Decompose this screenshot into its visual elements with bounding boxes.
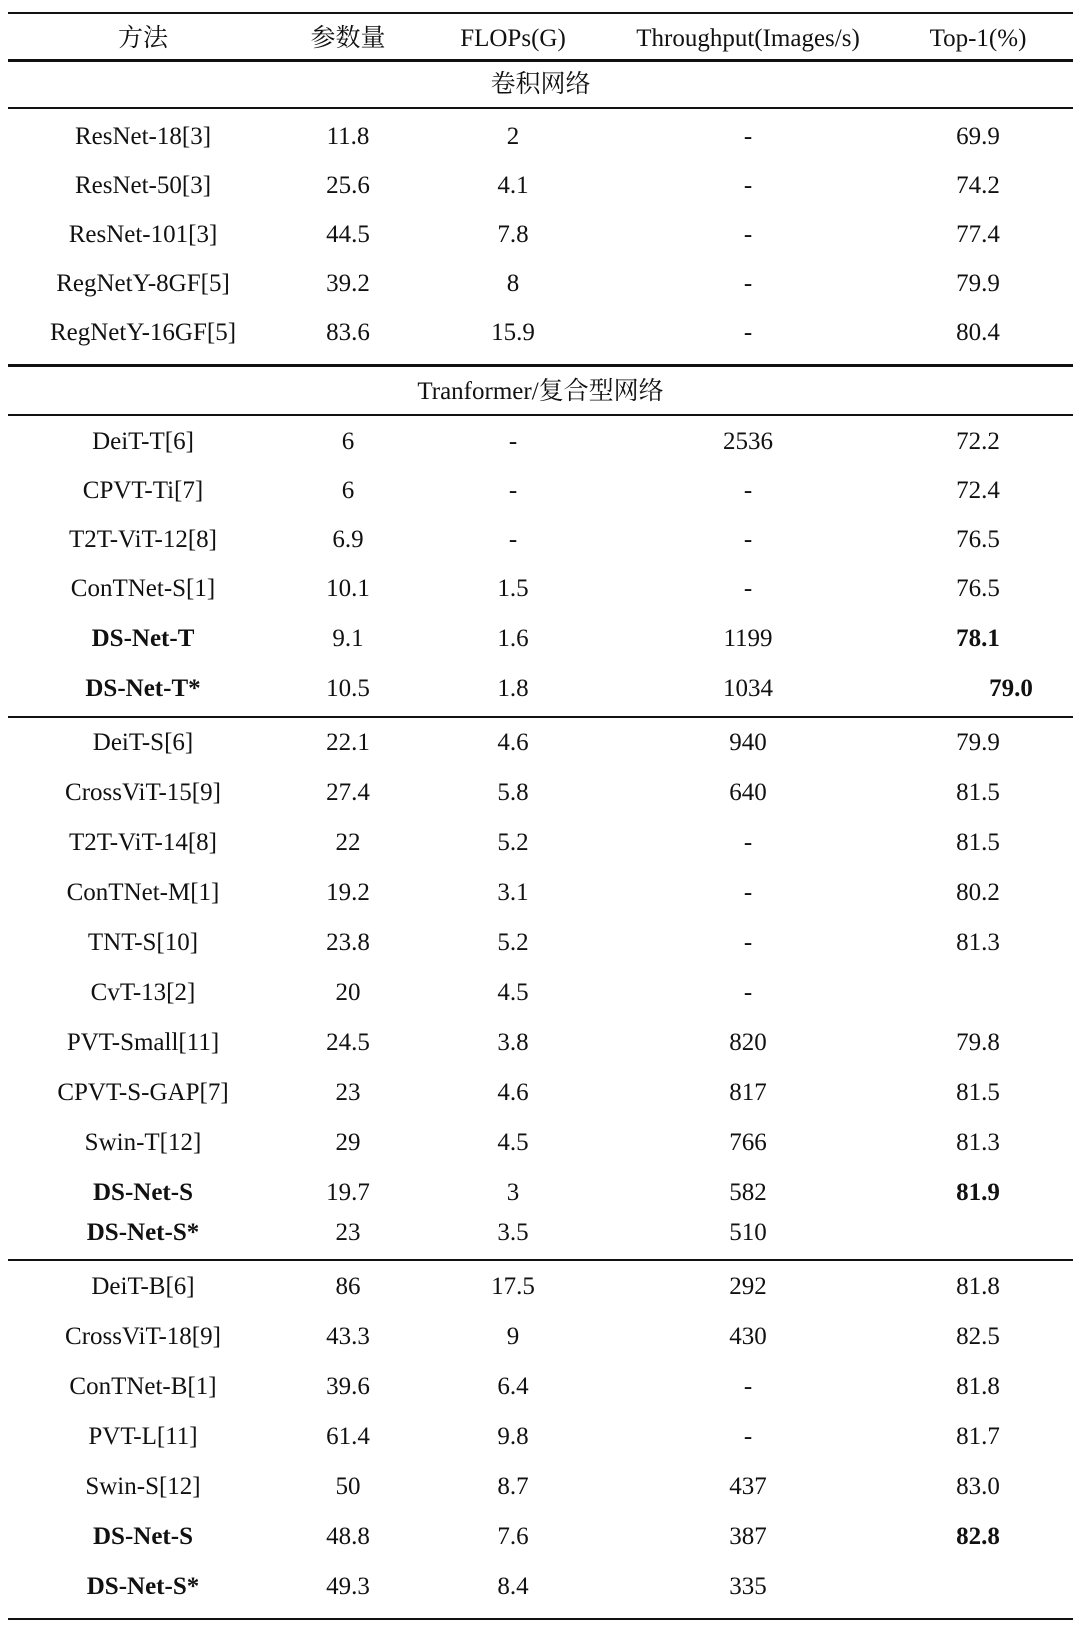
table-row xyxy=(8,308,1073,358)
params-cell: 24.5 xyxy=(326,1029,370,1056)
method-cell: DS-Net-S* xyxy=(86,1573,200,1600)
table-row xyxy=(8,210,1073,260)
table-row xyxy=(8,718,1073,768)
params-cell: 6 xyxy=(341,477,355,504)
method-cell: DeiT-T[6] xyxy=(92,428,194,455)
throughput-cell: - xyxy=(743,979,753,1006)
method-cell: DS-Net-T* xyxy=(85,675,201,702)
top1-cell: 80.4 xyxy=(956,319,1000,346)
flops-cell: 4.5 xyxy=(497,1129,529,1156)
method-cell: TNT-S[10] xyxy=(87,929,199,956)
table-row xyxy=(8,1412,1073,1462)
top1-cell: 81.5 xyxy=(956,1079,1000,1106)
throughput-cell: 387 xyxy=(729,1523,767,1550)
method-cell: Swin-T[12] xyxy=(84,1129,202,1156)
method-cell: DS-Net-S* xyxy=(86,1219,200,1246)
throughput-cell: - xyxy=(743,172,753,199)
flops-cell: 1.5 xyxy=(497,575,529,602)
top1-cell: 72.2 xyxy=(956,428,1000,455)
flops-cell: 9.8 xyxy=(497,1423,529,1450)
params-cell: 44.5 xyxy=(326,221,370,248)
method-cell: DeiT-B[6] xyxy=(91,1273,195,1300)
method-cell: PVT-Small[11] xyxy=(66,1029,220,1056)
params-cell: 22.1 xyxy=(326,729,370,756)
params-cell: 50 xyxy=(335,1473,361,1500)
flops-cell: 4.6 xyxy=(497,729,529,756)
throughput-cell: - xyxy=(743,1423,753,1450)
header-method: 方法 xyxy=(117,25,168,52)
params-cell: 29 xyxy=(335,1129,361,1156)
params-cell: 23 xyxy=(335,1079,361,1106)
flops-cell: 1.6 xyxy=(497,625,529,652)
table-row xyxy=(8,818,1073,868)
table-row xyxy=(8,664,1073,714)
throughput-cell: - xyxy=(743,477,753,504)
params-cell: 6.9 xyxy=(332,526,364,553)
params-cell: 39.2 xyxy=(326,270,370,297)
top1-cell: 79.8 xyxy=(956,1029,1000,1056)
top1-cell: 72.4 xyxy=(956,477,1000,504)
table-row xyxy=(8,466,1073,516)
params-cell: 23 xyxy=(335,1219,361,1246)
method-cell: RegNetY-8GF[5] xyxy=(56,270,230,297)
top1-cell: 82.5 xyxy=(956,1323,1000,1350)
params-cell: 10.5 xyxy=(326,675,370,702)
flops-cell: - xyxy=(508,477,518,504)
table-row xyxy=(8,564,1073,614)
top1-cell: 81.5 xyxy=(956,779,1000,806)
flops-cell: 9 xyxy=(506,1323,520,1350)
table-row xyxy=(8,1312,1073,1362)
throughput-cell: 940 xyxy=(729,729,767,756)
flops-cell: 3.5 xyxy=(497,1219,529,1246)
params-cell: 27.4 xyxy=(326,779,370,806)
flops-cell: 2 xyxy=(506,123,520,150)
throughput-cell: - xyxy=(743,575,753,602)
throughput-cell: 640 xyxy=(729,779,767,806)
flops-cell: 8.7 xyxy=(497,1473,529,1500)
method-cell: DS-Net-S xyxy=(93,1179,193,1206)
params-cell: 61.4 xyxy=(326,1423,370,1450)
header-row xyxy=(8,14,1073,64)
method-cell: T2T-ViT-12[8] xyxy=(68,526,218,553)
throughput-cell: - xyxy=(743,221,753,248)
method-cell: DeiT-S[6] xyxy=(92,729,194,756)
table-row xyxy=(8,1512,1073,1562)
throughput-cell: - xyxy=(743,319,753,346)
top1-cell: 82.8 xyxy=(956,1523,1000,1550)
throughput-cell: - xyxy=(743,123,753,150)
throughput-cell: - xyxy=(743,1373,753,1400)
flops-cell: 4.6 xyxy=(497,1079,529,1106)
params-cell: 22 xyxy=(335,829,361,856)
throughput-cell: 510 xyxy=(729,1219,767,1246)
header-top1: Top-1(%) xyxy=(929,25,1027,52)
top1-cell: 78.1 xyxy=(956,625,1000,652)
header-params: 参数量 xyxy=(310,25,386,52)
table-row xyxy=(8,1362,1073,1412)
flops-cell: 8.4 xyxy=(497,1573,529,1600)
throughput-cell: 817 xyxy=(729,1079,767,1106)
top1-cell: 79.0 xyxy=(989,675,1033,702)
method-cell: CvT-13[2] xyxy=(90,979,196,1006)
flops-cell: 3.1 xyxy=(497,879,529,906)
top1-cell: 79.9 xyxy=(956,729,1000,756)
flops-cell: 7.6 xyxy=(497,1523,529,1550)
method-cell: T2T-ViT-14[8] xyxy=(68,829,218,856)
params-cell: 19.7 xyxy=(326,1179,370,1206)
flops-cell: 3 xyxy=(506,1179,520,1206)
top1-cell xyxy=(883,968,1073,1018)
method-cell: PVT-L[11] xyxy=(88,1423,198,1450)
flops-cell: - xyxy=(508,428,518,455)
method-cell: ConTNet-M[1] xyxy=(66,879,220,906)
table-row xyxy=(8,614,1073,664)
top1-cell: 81.9 xyxy=(956,1179,1000,1206)
flops-cell: 15.9 xyxy=(491,319,535,346)
throughput-cell: 2536 xyxy=(723,428,773,455)
table-row xyxy=(8,515,1073,565)
params-cell: 9.1 xyxy=(332,625,364,652)
flops-cell: 6.4 xyxy=(497,1373,529,1400)
table-row xyxy=(8,417,1073,467)
small-group-rule xyxy=(8,1259,1073,1261)
method-cell: Swin-S[12] xyxy=(85,1473,201,1500)
top1-cell xyxy=(883,1208,1073,1258)
method-cell: CPVT-Ti[7] xyxy=(82,477,204,504)
section-conv-label: 卷积网络 xyxy=(490,71,591,98)
params-cell: 23.8 xyxy=(326,929,370,956)
flops-cell: 7.8 xyxy=(497,221,529,248)
throughput-cell: 766 xyxy=(729,1129,767,1156)
params-cell: 11.8 xyxy=(326,123,370,150)
flops-cell: 17.5 xyxy=(491,1273,535,1300)
table-row xyxy=(8,768,1073,818)
top1-cell: 69.9 xyxy=(956,123,1000,150)
top1-cell: 81.3 xyxy=(956,929,1000,956)
top1-cell xyxy=(883,1562,1073,1612)
throughput-cell: - xyxy=(743,829,753,856)
top1-cell: 81.5 xyxy=(956,829,1000,856)
params-cell: 39.6 xyxy=(326,1373,370,1400)
top1-cell: 76.5 xyxy=(956,526,1000,553)
table-row xyxy=(8,161,1073,211)
flops-cell: 1.8 xyxy=(497,675,529,702)
method-cell: CrossViT-18[9] xyxy=(65,1323,221,1350)
params-cell: 20 xyxy=(335,979,361,1006)
table-row xyxy=(8,1208,1073,1258)
table-row xyxy=(8,1068,1073,1118)
section-transformer-label: Tranformer/复合型网络 xyxy=(417,378,664,405)
throughput-cell: 1199 xyxy=(723,625,773,652)
table-row xyxy=(8,1018,1073,1068)
params-cell: 43.3 xyxy=(326,1323,370,1350)
throughput-cell: 430 xyxy=(729,1323,767,1350)
top1-cell: 81.7 xyxy=(956,1423,1000,1450)
throughput-cell: - xyxy=(743,270,753,297)
top1-cell: 74.2 xyxy=(956,172,1000,199)
flops-cell: 4.5 xyxy=(497,979,529,1006)
header-flops: FLOPs(G) xyxy=(460,25,566,52)
table-row xyxy=(8,1462,1073,1512)
method-cell: ResNet-18[3] xyxy=(74,123,212,150)
throughput-cell: 1034 xyxy=(723,675,773,702)
top1-cell: 81.8 xyxy=(956,1273,1000,1300)
throughput-cell: 582 xyxy=(729,1179,767,1206)
throughput-cell: - xyxy=(743,526,753,553)
top1-cell: 81.8 xyxy=(956,1373,1000,1400)
table-row xyxy=(8,112,1073,162)
throughput-cell: 335 xyxy=(729,1573,767,1600)
method-cell: ResNet-50[3] xyxy=(74,172,212,199)
params-cell: 25.6 xyxy=(326,172,370,199)
top1-cell: 83.0 xyxy=(956,1473,1000,1500)
table-row xyxy=(8,868,1073,918)
header-throughput: Throughput(Images/s) xyxy=(636,25,860,52)
params-cell: 19.2 xyxy=(326,879,370,906)
throughput-cell: 820 xyxy=(729,1029,767,1056)
throughput-cell: 437 xyxy=(729,1473,767,1500)
method-cell: CrossViT-15[9] xyxy=(65,779,221,806)
params-cell: 48.8 xyxy=(326,1523,370,1550)
method-cell: CPVT-S-GAP[7] xyxy=(57,1079,229,1106)
flops-cell: 3.8 xyxy=(497,1029,529,1056)
throughput-cell: - xyxy=(743,929,753,956)
flops-cell: 5.2 xyxy=(497,929,529,956)
method-cell: DS-Net-S xyxy=(93,1523,193,1550)
flops-cell: 8 xyxy=(506,270,520,297)
top1-cell: 80.2 xyxy=(956,879,1000,906)
flops-cell: - xyxy=(508,526,518,553)
table-row xyxy=(8,1262,1073,1312)
top1-cell: 79.9 xyxy=(956,270,1000,297)
method-cell: RegNetY-16GF[5] xyxy=(49,319,237,346)
flops-cell: 5.2 xyxy=(497,829,529,856)
top1-cell: 77.4 xyxy=(956,221,1000,248)
top1-cell: 81.3 xyxy=(956,1129,1000,1156)
params-cell: 6 xyxy=(341,428,355,455)
table-row xyxy=(8,259,1073,309)
params-cell: 86 xyxy=(335,1273,361,1300)
method-cell: ResNet-101[3] xyxy=(68,221,218,248)
params-cell: 83.6 xyxy=(326,319,370,346)
table-row xyxy=(8,1562,1073,1612)
method-cell: ConTNet-S[1] xyxy=(70,575,216,602)
flops-cell: 4.1 xyxy=(497,172,529,199)
method-cell: ConTNet-B[1] xyxy=(69,1373,217,1400)
table-row xyxy=(8,918,1073,968)
table-row xyxy=(8,968,1073,1018)
top1-cell: 76.5 xyxy=(956,575,1000,602)
throughput-cell: - xyxy=(743,879,753,906)
params-cell: 10.1 xyxy=(326,575,370,602)
table-row xyxy=(8,1118,1073,1168)
flops-cell: 5.8 xyxy=(497,779,529,806)
throughput-cell: 292 xyxy=(729,1273,767,1300)
method-cell: DS-Net-T xyxy=(91,625,195,652)
params-cell: 49.3 xyxy=(326,1573,370,1600)
bottom-rule xyxy=(8,1618,1073,1620)
